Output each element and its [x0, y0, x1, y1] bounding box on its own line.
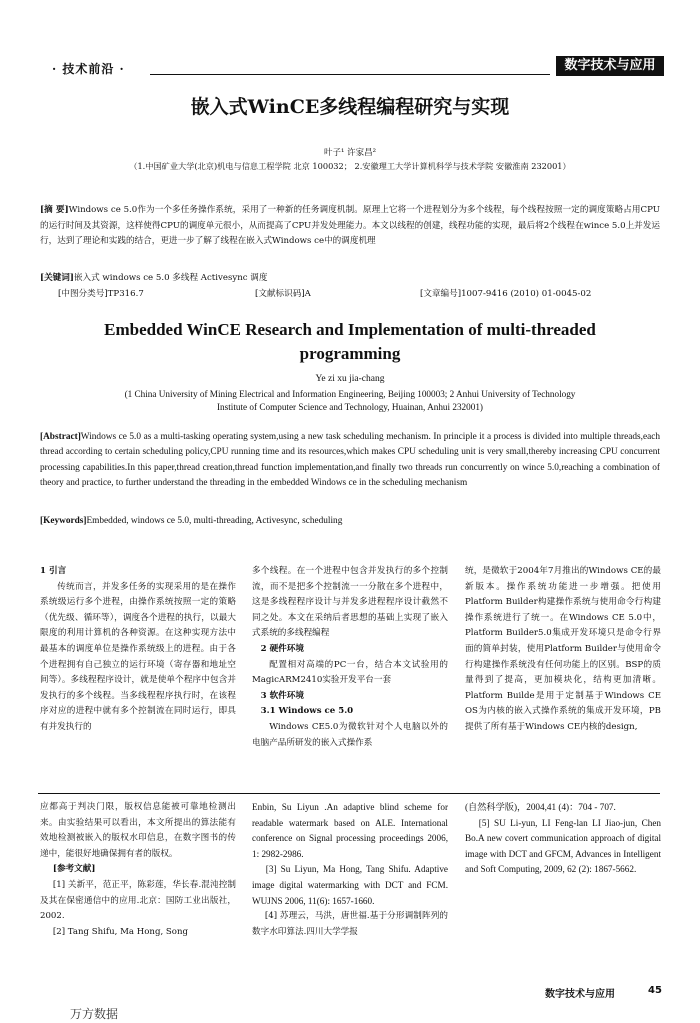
cn-doc-code: [文献标识码]A	[255, 289, 311, 299]
en-keywords-label: [Keywords]	[40, 516, 87, 526]
cn-abstract	[40, 203, 660, 250]
section-heading-hardware: 2 硬件环境	[260, 643, 304, 654]
body-column-1	[40, 564, 236, 736]
body-column-2	[252, 564, 448, 751]
reference-4-continued: (自然科学版)，2004,41 (4)：704 - 707.	[465, 802, 616, 812]
cn-clc: [中图分类号]TP316.7	[58, 289, 144, 299]
refs-column-2	[252, 800, 448, 940]
en-title-line1: Embedded WinCE Research and Implementation of multi-threaded	[104, 320, 596, 339]
reference-3: [3] Su Liyun, Ma Hong, Tang Shifu. Adaptive image digital watermarking with DCT and FCM. WUJNS 2006, 11(6): 1657-1660.	[252, 864, 448, 906]
en-affiliation-line2: Institute of Computer Science and Technology, Huainan, Anhui 232001)	[217, 402, 483, 412]
intro-paragraph: 传统而言，并发多任务的实现采用的是在操作系统级运行多个进程，由操作系统按照一定的策略（优先级、循环等），调度各个进程的执行，以最大限度的利用计算机的各种资源。在这种实现方法中最基本的调度单位是操作系统级上的进程。由于各个进程拥有自己独立的运行环境（寄存器和地址空间等）。多线程程序设计，就是使单个程序中包含并发执行的多个线程。当多线程程序执行时，在该程序对应的进程中就有多个控制流在同时运行，即具有并发执行的	[40, 581, 236, 732]
en-keywords	[40, 514, 660, 530]
refs-column-3	[465, 800, 661, 878]
cn-authors: 叶子¹ 许家昌²	[323, 148, 377, 158]
reference-2: [2] Tang Shifu, Ma Hong, Song	[52, 926, 189, 937]
en-affiliation-line1: (1 China University of Mining Electrical and Information Engineering, Beijing 100003; 2 Anhui University of Technology	[124, 389, 576, 399]
header-rule	[150, 74, 550, 75]
section-divider	[38, 793, 660, 794]
footer-journal: 数字技术与应用	[545, 989, 615, 1000]
col2-paragraph-1: 多个线程。在一个进程中包含并发执行的多个控制流，而不是把多个控制流一一分散在多个进程中，这是多线程程序设计与并发多进程程序设计截然不同之处。本文在采纳后者思想的基础上实现了嵌入式系统的多线程编程	[252, 566, 448, 639]
en-authors: Ye zi xu jia-chang	[315, 374, 385, 384]
section-heading-software: 3 软件环境	[260, 690, 304, 701]
cn-keywords-label: [关键词]	[40, 273, 74, 283]
hardware-paragraph: 配置相对高端的PC一台，结合本文试验用的MagicARM2410实验开发平台一套	[252, 659, 448, 686]
source-watermark: 万方数据	[70, 1007, 119, 1021]
cn-article-no: [文章编号]1007-9416 (2010) 01-0045-02	[420, 289, 592, 299]
en-title-line2: programming	[299, 344, 401, 363]
wince-paragraph: Windows CE5.0为微软针对个人电脑以外的电脑产品所研发的嵌入式操作系	[252, 721, 448, 748]
subsection-heading-wince: 3.1 Windows ce 5.0	[260, 706, 354, 717]
reference-1: [1] 关新平，范正平，陈彩莲，华长春.混沌控制及其在保密通信中的应用.北京：国防工业出版社，2002.	[40, 879, 236, 922]
cn-abstract-label: [摘 要]	[40, 205, 69, 215]
reference-4: [4] 苏理云，马洪，唐世福.基于分形调制阵列的数字水印算法.四川大学学报	[252, 911, 448, 937]
col3-paragraph: 统，是微软于2004年7月推出的Windows CE的最新版本。操作系统功能进一步增强。把使用Platform Builder构建操作系统与使用命令行构建操作系统进行了统一。在Windows CE 5.0中，Platform Builder5.0集成开发环境只是命令行界面的简单封装，使用Platform Builder与使用命令行构建操作系统没有任何功能上的区别。BSP的质量得到了提高，更加模块化，结构更加清晰。Platform Builde是用于定制基于Windows CE OS为内核的嵌入式操作系统的集成开发环境，PB提供了所有基于Windows CE内核的design,	[465, 566, 661, 732]
section-heading-intro: 1 引言	[40, 566, 67, 576]
en-keywords-text: Embedded, windows ce 5.0, multi-threading, Activesync, scheduling	[86, 516, 343, 526]
cn-keywords	[40, 271, 640, 283]
body-column-3	[465, 564, 661, 736]
journal-badge: 数字技术与应用	[556, 56, 664, 76]
refs-column-1	[40, 800, 236, 940]
cn-abstract-text: Windows ce 5.0作为一个多任务操作系统，采用了一种新的任务调度机制。原理上它将一个进程划分为多个线程，每个线程按照一定的调度策略占用CPU的运行时间及其资源，这样使得CPU的调度单元很小，从而提高了CPU并发处理能力。本文以线程的创建，线程功能的实现，最后将2个线程在wince 5.0上并发运行，达到了理论和实践的结合，更进一步了解了线程在嵌入式Windows ce中的调度机理	[40, 205, 661, 246]
cn-title: 嵌入式WinCE多线程编程研究与实现	[190, 96, 510, 118]
section-tag: · 技术前沿 ·	[52, 62, 125, 76]
reference-2-continued: Enbin, Su Liyun .An adaptive blind scheme for readable watermark based on ALE. International conference on Signal processing proceedings 2006, 1: 2982-2986.	[252, 802, 448, 859]
en-abstract-label: [Abstract]	[40, 432, 81, 442]
cn-affiliation: （1.中国矿业大学(北京)机电与信息工程学院 北京 100032； 2.安徽理工大学计算机科学与技术学院 安徽淮南 232001）	[129, 161, 571, 171]
page-number: 45	[648, 985, 662, 996]
conclusion-tail: 应都高于判决门限，版权信息能被可靠地检测出来。由实验结果可以看出，本文所提出的算法能有效地检测被嵌入的版权水印信息，在数字图书的传递中，能很好地确保拥有者的版权。	[40, 802, 236, 859]
cn-keywords-text: 嵌入式 windows ce 5.0 多线程 Activesync 调度	[73, 273, 268, 283]
en-abstract-text: Windows ce 5.0 as a multi-tasking operating system,using a new task scheduling mechanism. In principle it a process is divided into multiple threads,each thread according to certain scheduling policy,CPU running time and its resources,which makes CPU scheduling unit is very small,thereby increasing CPU concurrent processing capabilities.In this paper,thread creation,thread function implementation,and finally two threads run concurrently on wince 5.0,reaching a combination of theory and practice, to further understand the threading in the embedded Windows ce in the scheduling mechanism	[40, 432, 660, 488]
en-abstract	[40, 430, 660, 491]
reference-5: [5] SU Li-yun, LI Feng-lan LI Jiao-jun, Chen Bo.A new covert communication approach of digital image with DCT and GFCM, Advances in Intelligent and Soft Computing, 2009, 62 (2): 1867-5662.	[465, 817, 661, 875]
references-heading: [参考文献]	[52, 864, 96, 875]
